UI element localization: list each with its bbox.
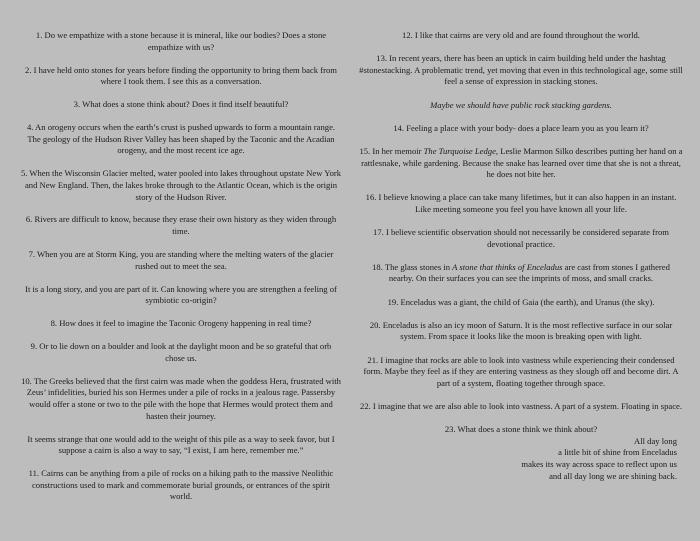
item-13-continued <box>359 100 683 112</box>
item-14: 14. Feeling a place with your body- does a place learn you as you learn it? <box>393 122 649 133</box>
item-6: 6. Rivers are difficult to know, because they erase their own history as they widen through time. <box>25 214 337 237</box>
item-5: 5. When the Wisconsin Glacier melted, water pooled into lakes throughout upstate New York and New England. Then, the lakes broke through to the Atlantic Ocean, which is the origin story of the Hudson River. <box>20 168 342 202</box>
left-column <box>20 30 342 514</box>
right-column <box>359 30 683 482</box>
item-18 <box>359 262 683 285</box>
item-13-italic: Maybe we should have public rock stacking gardens. <box>430 99 612 110</box>
item-7: 7. When you are at Storm King, you are standing where the melting waters of the glacier rushed out to meet the sea. <box>28 249 334 271</box>
item-12: 12. I like that cairns are very old and are found throughout the world. <box>402 30 640 40</box>
item-15-start: 15. In her memoir <box>359 145 424 156</box>
item-10: 10. The Greeks believed that the first cairn was made when the goddess Hera, frustrated with Zeus’ infidelities, buried his son Hermes under a pile of rocks in a jealous rage. Passersby would offer a stone or two to the pile with the hope that Hermes would protect them and hasten their journey. <box>21 375 341 421</box>
item-16: 16. I believe knowing a place can take many lifetimes, but it can also happen in an instant. Like meeting someone you feel you have known all your life. <box>365 192 677 214</box>
item-15-title: The Turquoise Ledge <box>423 145 496 156</box>
item-3: 3. What does a stone think about? Does it find itself beautiful? <box>73 99 289 110</box>
item-1: 1. Do we empathize with a stone because it is mineral, like our bodies? Does a stone empathize with us? <box>35 30 327 52</box>
poem-line-2: a little bit of shine from Enceladus <box>558 447 677 458</box>
poem-line-4: and all day long we are shining back. <box>549 470 677 481</box>
item-15-end: , Leslie Marmon Silko describes putting her hand on a rattlesnake, while gardening. Because the snake has learned over time that she is not a threat, he does not bite her. <box>361 145 683 180</box>
poem-line-3: makes its way across space to reflect upon us <box>521 458 677 469</box>
item-8: 8. How does it feel to imagine the Taconic Orogeny happening in real time? <box>50 318 312 329</box>
item-23: 23. What does a stone think we think about? <box>444 424 598 435</box>
item-22: 22. I imagine that we are also able to look into vastness. A part of a system. Floating in space. <box>360 401 682 411</box>
item-17: 17. I believe scientific observation should not necessarily be considered separate from devotional practice. <box>373 227 669 249</box>
item-10-continued: It seems strange that one would add to the weight of this pile as a way to seek favor, but I suppose a cairn is also a way to say, “I exist, I am here, remember me.” <box>27 433 335 456</box>
item-2: 2. I have held onto stones for years before finding the opportunity to bring them back from where I took them. I see this as a conversation. <box>25 64 337 87</box>
item-18-start: 18. The glass stones in <box>372 261 453 272</box>
item-15 <box>359 146 683 181</box>
poem-line-1: All day long <box>634 435 677 446</box>
item-9: 9. Or to lie down on a boulder and look at the daylight moon and be so grateful that orb chose us. <box>30 341 332 363</box>
item-18-title: A stone that thinks of Enceladus <box>452 261 563 272</box>
item-19: 19. Enceladus was a giant, the child of Gaia (the earth), and Uranus (the sky). <box>387 296 655 307</box>
item-20: 20. Enceladus is also an icy moon of Saturn. It is the most reflective surface in our solar system. From space it looks like the moon is breaking open with light. <box>369 319 673 342</box>
item-18-end: are cast from stones I gathered nearby. On their surfaces you can see the imprints of moss, and small cracks. <box>388 261 670 284</box>
item-13: 13. In recent years, there has been an uptick in cairn building held under the hashtag #stonestacking. A problematic trend, yet moving that even in this technological age, some still feel a sense of expression in stacking stones. <box>359 53 683 87</box>
closing-poem <box>359 436 683 482</box>
item-11: 11. Cairns can be anything from a pile of rocks on a hiking path to the massive Neolithic constructions used to mark and commemorate burial grounds, or entrances of the spirit world. <box>28 468 334 502</box>
item-7-continued: It is a long story, and you are part of it. Can knowing where you are strengthen a feeling of symbiotic co-origin? <box>25 283 337 306</box>
item-21: 21. I imagine that rocks are able to look into vastness while experiencing their condensed form. Maybe they feel as if they are entering vastness as they slough off and become dirt. A part of a system, floating together through space. <box>363 354 679 388</box>
item-4: 4. An orogeny occurs when the earth’s crust is pushed upwards to form a mountain range. The geology of the Hudson River Valley has been shaped by the Taconic and the Acadian orogeny, and the most recent ice age. <box>26 122 336 156</box>
